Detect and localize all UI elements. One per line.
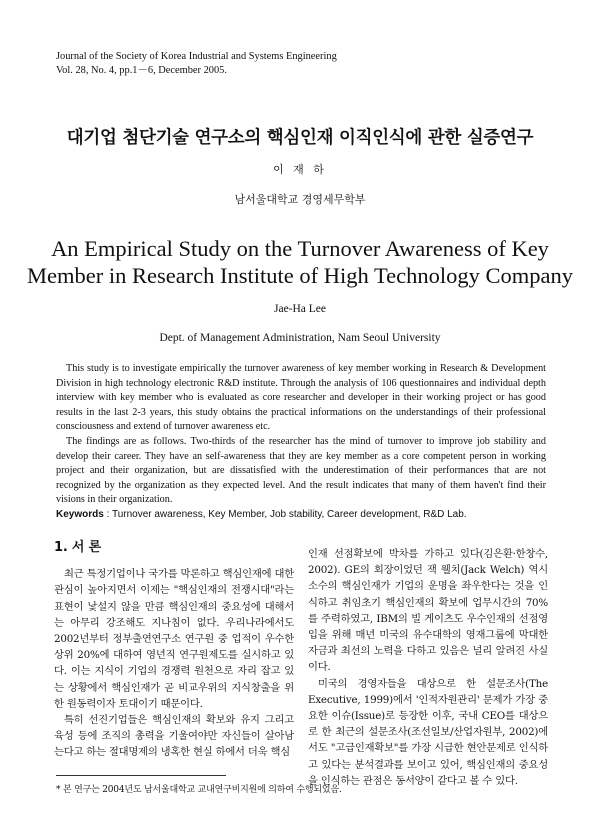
right-column	[308, 546, 548, 789]
body-paragraph: 미국의 경영자들을 대상으로 한 설문조사(The Executive, 1999)에서 '인적자원관리' 문제가 가장 중요한 이슈(Issue)로 등장한 이후, 국내 CEO를 대상으로 한 최근의 설문조사(조선일보/산업자원부, 2002)에서도 "고급인재확보"를 가장 시급한 현안문제로 인식하고 있다는 분석결과를 보이고 있어, 핵심인재의 중요성을 인식하는 관점은 동서양이 같다고 볼 수 있다.	[308, 677, 548, 787]
korean-author: 이 재 하	[273, 163, 327, 176]
korean-title: 대기업 첨단기술 연구소의 핵심인재 이직인식에 관한 실증연구	[66, 128, 534, 148]
section-heading: 1. 서 론	[54, 540, 101, 555]
footnote: * 본 연구는 2004년도 남서울대학교 교내연구비지원에 의하여 수행되었음.	[56, 785, 342, 795]
keywords	[56, 509, 556, 520]
journal-name: Journal of the Society of Korea Industrial and Systems Engineering	[56, 51, 337, 62]
abstract	[56, 362, 546, 508]
left-column	[54, 540, 294, 761]
english-affiliation: Dept. of Management Administration, Nam Seoul University	[159, 332, 441, 344]
keywords-label: Keywords	[56, 509, 104, 520]
body-paragraph: 최근 특정기업이나 국가를 막론하고 핵심인재에 대한 관심이 높아지면서 이제는 "핵심인재의 전쟁시대"라는 표현이 낯설지 않을 만큼 핵심인재의 중요성에 대해서는 아무리 강조해도 지나침이 없다. 우리나라에서도 2002년부터 정부출연연구소 연구원 중 업적이 우수한 상위 20%에 대하여 영년직 연구원제도를 실시하고 있다. 이는 지식이 기업의 경쟁력 원천으로 자리 잡고 있는 상황에서 핵심인재가 곧 비교우위의 지식창출을 위한 원동력이자 토대이기 때문이다.	[54, 568, 294, 710]
abstract-paragraph-2: The findings are as follows. Two-thirds of the researcher has the mind of turnover to improve job stability and develop their career. They have an self-awareness that they are key member as a core competent person in working project and their organization, but are dissatisfied with the underestimation of their performances that are not recognized by the organization as they expected level. And the result indicates that many of them haven't find their visions in their organization.	[56, 435, 546, 506]
abstract-paragraph-1: This study is to investigate empirically the turnover awareness of key member working in Research & Development Division in high technology electronic R&D institute. Through the analysis of 106 questionnaires and individual depth interview with key member who is evaluated as core researcher and developer in their working project or has good results in the last 2-3 years, this study obtains the practical informations on the understandings of their professional consciousness and extend of turnover awareness etc.	[56, 363, 546, 433]
journal-volume: Vol. 28, No. 4, pp.1－6, December 2005.	[56, 65, 227, 76]
journal-header	[56, 50, 337, 78]
korean-affiliation: 남서울대학교 경영세무학부	[234, 193, 366, 206]
english-author: Jae-Ha Lee	[273, 303, 327, 315]
english-title-line1: An Empirical Study on the Turnover Awareness of Key	[51, 236, 549, 261]
body-paragraph: 인재 선점확보에 박차를 가하고 있다(김은환·한창수, 2002). GE의 회장이었던 잭 웰치(Jack Welch) 역시 소수의 핵심인재가 기업의 운명을 좌우한다는 것을 인식하고 취임초기 핵심인재의 확보에 업무시간의 70%를 주력하였고, IBM의 빌 게이츠도 우수인재의 선점영입을 위해 매년 미국의 유수대학의 영재그룹에 막대한 자금과 최선의 노력을 다하고 있음은 널리 알려진 사실이다.	[308, 548, 548, 674]
body-paragraph: 특히 선진기업들은 핵심인재의 확보와 유지 그리고 육성 등에 조직의 총력을 기울여야만 자신들이 살아남는다고 하는 절대명제의 냉혹한 현실 하에서 더욱 핵심	[54, 714, 294, 759]
footnote-divider	[56, 775, 226, 776]
keywords-text: : Turnover awareness, Key Member, Job stability, Career development, R&D Lab.	[103, 509, 467, 520]
english-title	[0, 235, 600, 289]
english-title-line2: Member in Research Institute of High Technology Company	[26, 263, 574, 288]
